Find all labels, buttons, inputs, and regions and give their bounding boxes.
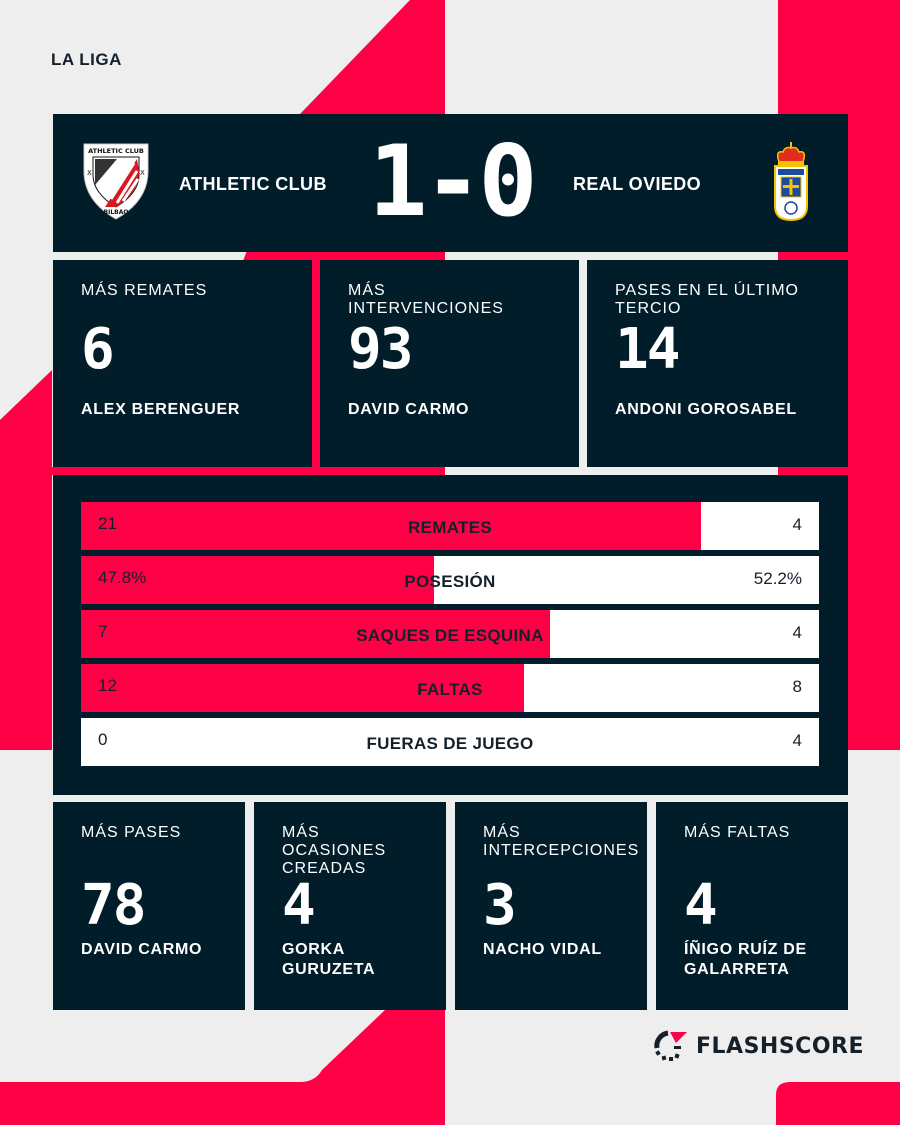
athletic-club-crest-icon (81, 141, 151, 221)
stat-away-value: 52.2% (753, 569, 802, 588)
match-score: 1-0 (368, 125, 534, 239)
svg-text:X: X (140, 169, 145, 177)
svg-text:BILBAO: BILBAO (103, 209, 129, 216)
leader-value: 6 (81, 317, 113, 382)
stat-row-saques-de-esquina (81, 610, 819, 658)
leader-player: DAVID CARMO (348, 401, 470, 418)
stat-row-fueras-de-juego (81, 718, 819, 766)
stat-home-value: 47.8% (98, 568, 147, 587)
leader-label: MÁS INTERVENCIONES (348, 282, 504, 317)
stat-home-value: 21 (98, 514, 117, 533)
leader-player: ÍÑIGO RUÍZ DE GALARRETA (684, 941, 807, 978)
leader-card-mas-remates (53, 260, 312, 467)
svg-text:X: X (87, 169, 92, 177)
leader-value: 4 (282, 873, 314, 938)
stat-away-value: 8 (792, 677, 802, 696)
leader-label: PASES EN EL ÚLTIMO TERCIO (615, 282, 799, 317)
stat-label: SAQUES DE ESQUINA (356, 626, 544, 645)
stat-home-value: 7 (98, 622, 108, 641)
real-oviedo-crest-icon (771, 142, 811, 222)
leader-card-pases-ultimo-tercio (587, 260, 848, 467)
leader-label: MÁS FALTAS (684, 824, 791, 841)
stat-label: FUERAS DE JUEGO (366, 734, 534, 753)
stat-away-value: 4 (792, 515, 802, 534)
stat-label: FALTAS (417, 680, 483, 699)
home-team-name: ATHLETIC CLUB (179, 174, 327, 194)
leader-player: ALEX BERENGUER (81, 401, 241, 418)
flashscore-brand (654, 1030, 864, 1062)
leader-player: GORKA GURUZETA (282, 941, 376, 978)
leader-value: 14 (615, 317, 679, 382)
leader-value: 4 (684, 873, 716, 938)
stat-home-value: 0 (98, 730, 108, 749)
leader-card-mas-intervenciones (320, 260, 579, 467)
svg-text:ATHLETIC CLUB: ATHLETIC CLUB (88, 147, 144, 155)
leader-value: 3 (483, 873, 515, 938)
leader-value: 78 (81, 873, 145, 938)
away-team-name: REAL OVIEDO (573, 174, 702, 194)
stat-label: REMATES (408, 518, 492, 537)
leader-value: 93 (348, 317, 412, 382)
leader-player: NACHO VIDAL (483, 941, 602, 958)
leader-label: MÁS PASES (81, 824, 182, 841)
league-title: LA LIGA (51, 50, 122, 69)
stat-home-value: 12 (98, 676, 117, 695)
stat-away-value: 4 (792, 731, 802, 750)
leader-card-mas-ocasiones-creadas (254, 802, 446, 1010)
stat-away-value: 4 (792, 623, 802, 642)
team-stats-panel (53, 475, 848, 795)
leader-label: MÁS OCASIONES CREADAS (282, 824, 387, 877)
score-panel (53, 114, 848, 252)
flashscore-logo-icon (654, 1030, 688, 1062)
leader-player: ANDONI GOROSABEL (615, 401, 797, 418)
stat-row-remates (81, 502, 819, 550)
leader-card-mas-intercepciones (455, 802, 647, 1010)
stat-label: POSESIÓN (404, 572, 496, 591)
leader-label: MÁS INTERCEPCIONES (483, 824, 640, 859)
leader-label: MÁS REMATES (81, 282, 208, 299)
stat-row-posesion (81, 556, 819, 604)
stat-row-faltas (81, 664, 819, 712)
leader-player: DAVID CARMO (81, 941, 203, 958)
brand-name: FLASHSCORE (696, 1033, 864, 1059)
leader-card-mas-faltas (656, 802, 848, 1010)
leader-card-mas-pases (53, 802, 245, 1010)
